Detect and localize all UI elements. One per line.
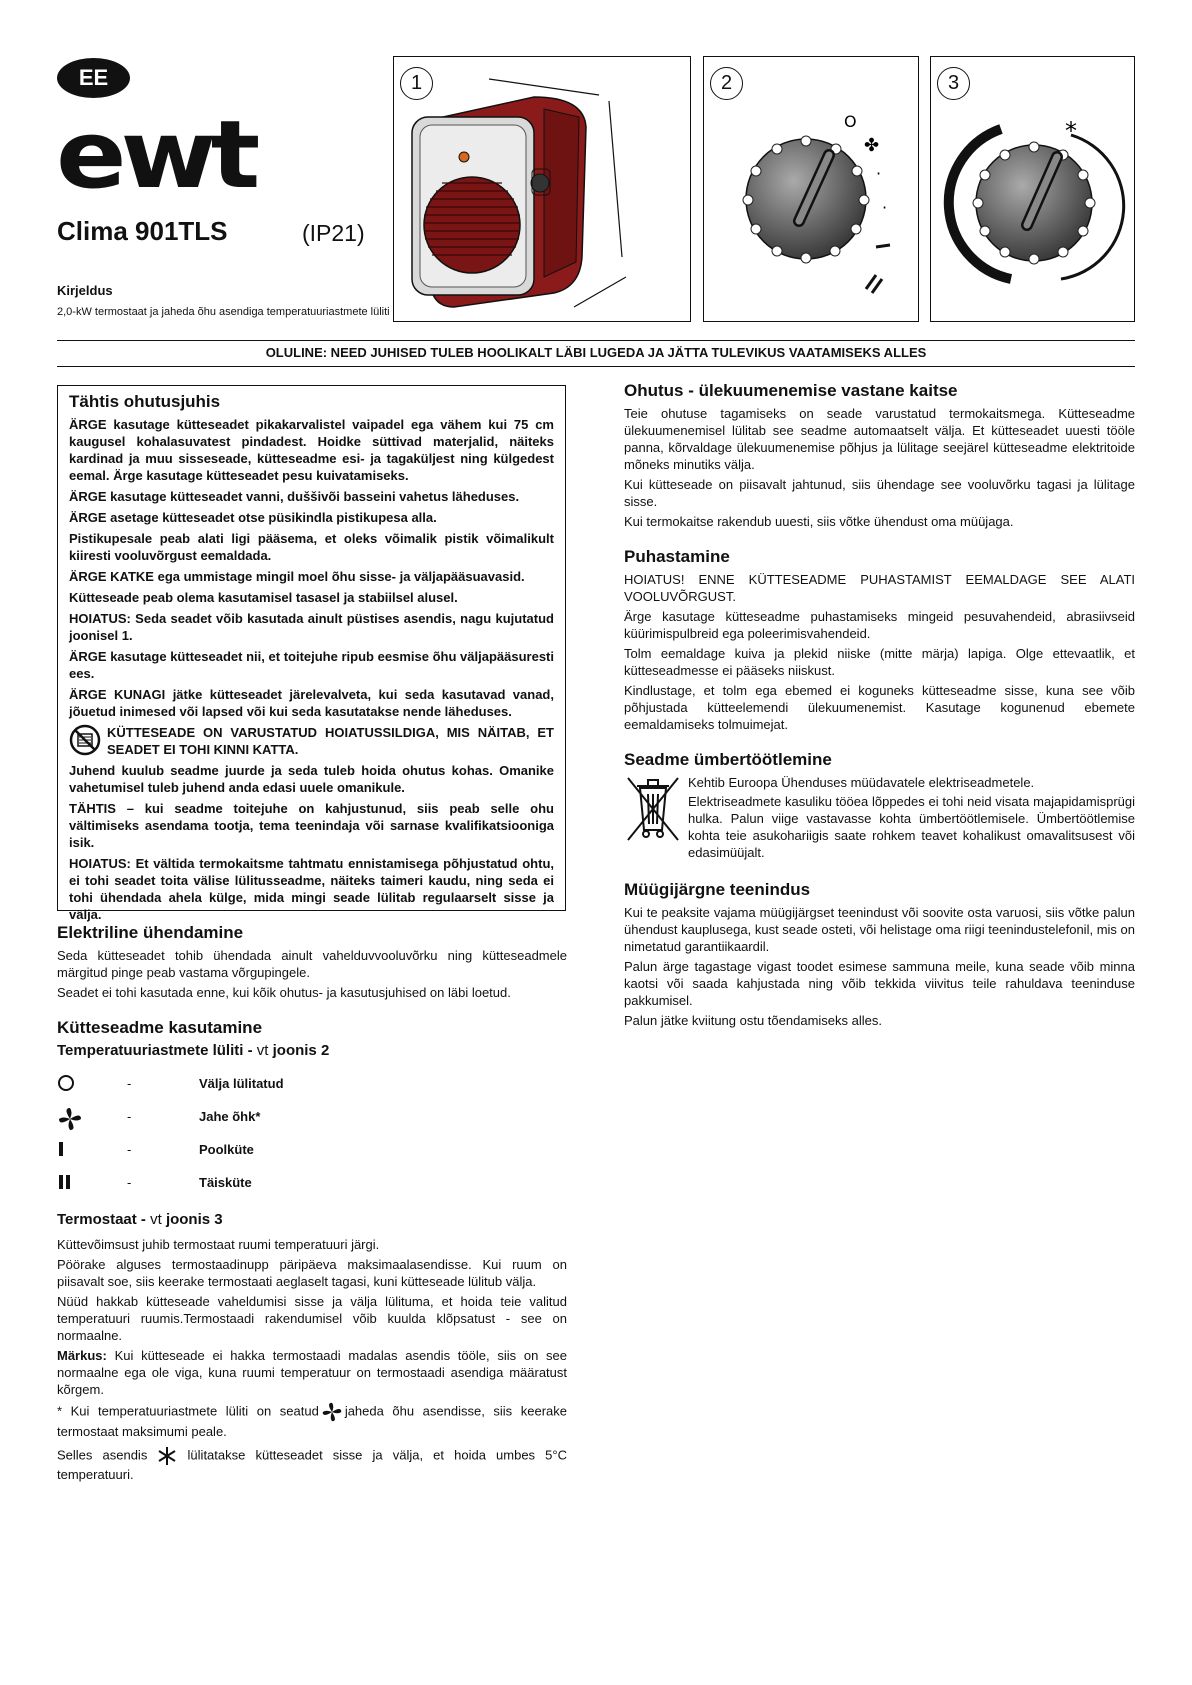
safety-paragraph: ÄRGE KUNAGI jätke kütteseadet järelevalveta, kui seda kasutavad vanad, jõuetud inimesed või lapsed või kui seda kasutatakse nende läheduses. <box>69 687 554 719</box>
figure-number: 3 <box>937 67 970 100</box>
setting-label: Jahe õhk* <box>199 1109 261 1124</box>
fan-mark: ✤ <box>864 135 880 156</box>
safety-paragraph: HOIATUS: Seda seadet võib kasutada ainult püstises asendis, nagu kujutatud joonisel 1. <box>69 611 554 643</box>
paragraph: Elektriseadmete kasuliku tööea lõppedes ei tohi neid visata majapidamisprügi hulka. Palun viige vastavasse kohta ümbertöötlemisele. Ümbertöötlemise kohta teie asukohariigis saate rohkem teavet kohalikust omavalitsusest või edasimüüjalt. <box>688 794 1135 860</box>
frost-mark: * <box>1065 117 1077 145</box>
divider <box>57 340 1135 341</box>
overheat-section <box>624 382 1135 530</box>
figure-3 <box>930 56 1135 322</box>
setting-row-cool: - Jahe õhk* <box>57 1100 567 1133</box>
section-title: Müügijärgne teenindus <box>624 880 811 899</box>
electrical-section <box>57 924 567 1001</box>
section-title: Ohutus - ülekuumenemise vastane kaitse <box>624 381 958 400</box>
paragraph: Teie ohutuse tagamiseks on seade varustatud termokaitsmega. Kütteseadme ülekuumenemisel lülitab see seadme automaatselt välja. Et kütteseadet uuesti tööle panna, kõrvaldage ülekuumenemise põhjus ja lülitage seejärel kütteseadme elektritoide mõneks minutiks välja. <box>624 406 1135 472</box>
safety-paragraph: ÄRGE kasutage kütteseadet pikakarvalistel vaipadel ega vähem kui 75 cm kaugusel kohalasuvatest pindadest. Hoidke süttivad materjalid, näiteks kardinad ja muu sisseseade, kütteseadme esi- ja tagaküljest ning külgedest eemal. Ärge kasutage kütteseadet pesu kuivatamiseks. <box>69 417 554 483</box>
setting-row-half: - Poolküte <box>57 1133 567 1166</box>
paragraph: Kui termokaitse rakendub uuesti, siis võtke ühendust oma müüjaga. <box>624 514 1014 529</box>
circle-off-icon <box>57 1073 77 1093</box>
paragraph: Kindlustage, et tolm ega ebemed ei koguneks kütteseadme sisse, kuna see võib põhjustada kütteelemendi ülekuumenemist. Kasutage kogunenud ebemete eemaldamiseks tolmuimejat. <box>624 683 1135 732</box>
setting-row-off: - Välja lülitatud <box>57 1067 567 1100</box>
left-column <box>57 924 567 1486</box>
important-notice: OLULINE: NEED JUHISED TULEB HOOLIKALT LÄBI LUGEDA JA JÄTTA TULEVIKUS VAATAMISEKS ALLES <box>265 345 927 360</box>
heater-illustration-icon <box>394 57 690 321</box>
language-badge: EE <box>57 58 130 98</box>
safety-paragraph: ÄRGE asetage kütteseadet otse püsikindla pistikupesa alla. <box>69 510 437 525</box>
thermostat-knob-icon <box>931 57 1134 321</box>
paragraph: Kui te peaksite vajama müügijärgset teenindust või soovite osta varuosi, siis võtke palun ühendust kauplusega, kust seade osteti, või helistage oma riigi teenindustelefonil, mis on nimetatud garantiikaardil. <box>624 905 1135 954</box>
safety-paragraph: ÄRGE kasutage kütteseadet nii, et toitejuhe ripub eesmise õhu väljapääsuresti ees. <box>69 649 554 681</box>
description-title: Kirjeldus <box>57 283 113 298</box>
description-text: 2,0-kW termostaat ja jaheda õhu asendiga temperatuuriastmete lüliti <box>57 306 390 318</box>
temperature-knob-icon <box>704 57 918 321</box>
warning-label-text: KÜTTESEADE ON VARUSTATUD HOIATUSSILDIGA, MIS NÄITAB, ET SEADET EI TOHI KINNI KATTA. <box>107 725 554 757</box>
ip-rating: (IP21) <box>302 220 365 246</box>
safety-paragraph: HOIATUS: Et vältida termokaitsme tahtmatu ennistamisega põhjustatud ohtu, ei tohi seadet toita välise lülitusseadme, näiteks taimeri kaudu, ning seda ei tohi ühendada ahela külge, mida mingi seade lülitab regulaarselt sisse ja välja. <box>69 856 554 922</box>
setting-row-full: - Täisküte <box>57 1166 567 1199</box>
paragraph: Palun ärge tagastage vigast toodet esimese sammuna meile, kuna seade võib minna kaotsi või saada kahjustada ning võib tekkida viivitus teile rahuldava teeninduse pakkumisel. <box>624 959 1135 1008</box>
safety-instructions-box <box>57 385 566 922</box>
right-column <box>624 382 1135 1047</box>
paragraph: Palun jätke kviitung ostu tõendamiseks alles. <box>624 1013 882 1028</box>
frost-note-paragraph: Selles asendis lülitatakse kütteseadet sisse ja välja, et hoida umbes 5°C temperatuuri. <box>57 1447 567 1482</box>
paragraph: Tolm eemaldage kuiva ja plekid niiske (mitte märja) lapiga. Olge ettevaatlik, et kütteseadmesse ei pääseks niiskust. <box>624 646 1135 678</box>
safety-paragraph: TÄHTIS – kui seadme toitejuhe on kahjustunud, siis peab selle ohu vältimiseks asendama tootja, tema teenindaja või sarnase kvalifikatsiooniga isik. <box>69 801 554 850</box>
dot-mark: · <box>882 198 888 217</box>
section-title: Seadme ümbertöötlemine <box>624 750 832 769</box>
double-bar-icon <box>57 1172 77 1192</box>
fan-icon <box>57 1106 83 1132</box>
figure-2 <box>703 56 919 322</box>
paragraph: Nüüd hakkab kütteseade vaheldumisi sisse ja välja lülituma, et hoida teie valitud temperatuuri ruumis.Termostaadi rakendumisel võib kuulda klõpsatust - see on normaalne. <box>57 1294 567 1343</box>
setting-label: Poolküte <box>199 1142 254 1157</box>
setting-label: Välja lülitatud <box>199 1076 284 1091</box>
paragraph: Küttevõimsust juhib termostaat ruumi temperatuuri järgi. <box>57 1237 380 1252</box>
safety-paragraph: ÄRGE kasutage kütteseadet vanni, duššivõi basseini vahetus läheduses. <box>69 489 520 504</box>
model-name: Clima 901TLS <box>57 216 228 246</box>
brand-logo: ewt <box>56 99 255 210</box>
paragraph: Seda kütteseadet tohib ühendada ainult vahelduvvooluvõrku ning kütteseadmele märgitud pinge peab vastama võrgupingele. <box>57 948 567 980</box>
safety-paragraph: Juhend kuulub seadme juurde ja seda tuleb hoida ohutus kohas. Omanike vahetumisel tuleb juhend anda edasi uuele omanikule. <box>69 763 554 795</box>
warning-label-row <box>69 724 554 758</box>
figure-1 <box>393 56 691 322</box>
usage-section <box>57 1019 567 1483</box>
section-title: Puhastamine <box>624 547 730 566</box>
frost-icon <box>157 1446 177 1466</box>
cleaning-section <box>624 548 1135 733</box>
fan-note-paragraph: * Kui temperatuuriastmete lüliti on seatud jaheda õhu asendisse, siis keerake termostaat maksimumi peale. <box>57 1401 567 1440</box>
paragraph: Kui kütteseade on piisavalt jahtunud, siis ühendage see vooluvõrku tagasi ja lülitage sisse. <box>624 477 1135 509</box>
divider <box>57 366 1135 367</box>
do-not-cover-icon <box>69 724 101 756</box>
figure-number: 1 <box>400 67 433 100</box>
safety-paragraph: ÄRGE KATKE ega ummistage mingil moel õhu sisse- ja väljapääsuavasid. <box>69 569 525 584</box>
dot-mark: · <box>876 164 882 183</box>
paragraph: Ärge kasutage kütteseadme puhastamiseks mingeid pesuvahendeid, abrasiivseid küürimispulbreid ega poleerimisvahendeid. <box>624 609 1135 641</box>
paragraph: Pöörake alguses termostaadinupp päripäeva maksimaalasendisse. Kui ruum on piisavalt soe, siis keerake termostaati aeglaselt tagasi, kuni kütteseade lülitub välja. <box>57 1257 567 1289</box>
service-section <box>624 881 1135 1029</box>
paragraph: HOIATUS! ENNE KÜTTESEADME PUHASTAMIST EEMALDAGE SEE ALATI VOOLUVÕRGUST. <box>624 572 1135 604</box>
setting-label: Täisküte <box>199 1175 252 1190</box>
fan-icon <box>319 1401 345 1423</box>
note-paragraph: Märkus: Kui kütteseade ei hakka termostaadi madalas asendis tööle, siis on see normaalne ega ole viga, kuna ruumi temperatuur on termostaadi asendiga määratust kõrgem. <box>57 1348 567 1397</box>
paragraph: Seadet ei tohi kasutada enne, kui kõik ohutus- ja kasutusjuhised on läbi loetud. <box>57 985 511 1000</box>
section-title: Kütteseadme kasutamine <box>57 1018 263 1037</box>
off-mark: O <box>844 112 857 131</box>
crossed-bin-icon <box>624 774 682 844</box>
safety-paragraph: Pistikupesale peab alati ligi pääsema, et oleks võimalik pistik võimalikult kiiresti vooluvõrgust eemaldada. <box>69 531 554 563</box>
safety-title: Tähtis ohutusjuhis <box>69 392 221 411</box>
section-title: Elektriline ühendamine <box>57 923 244 942</box>
subsection-title: Termostaat - vt joonis 3 <box>57 1211 223 1228</box>
safety-paragraph: Kütteseade peab olema kasutamisel tasasel ja stabiilsel alusel. <box>69 590 458 605</box>
recycling-section <box>624 751 1135 863</box>
figure-number: 2 <box>710 67 743 100</box>
subsection-title: Temperatuuriastmete lüliti - vt joonis 2 <box>57 1042 330 1059</box>
paragraph: Kehtib Euroopa Ühenduses müüdavatele elektriseadmetele. <box>688 775 1035 790</box>
single-bar-icon <box>57 1139 77 1159</box>
